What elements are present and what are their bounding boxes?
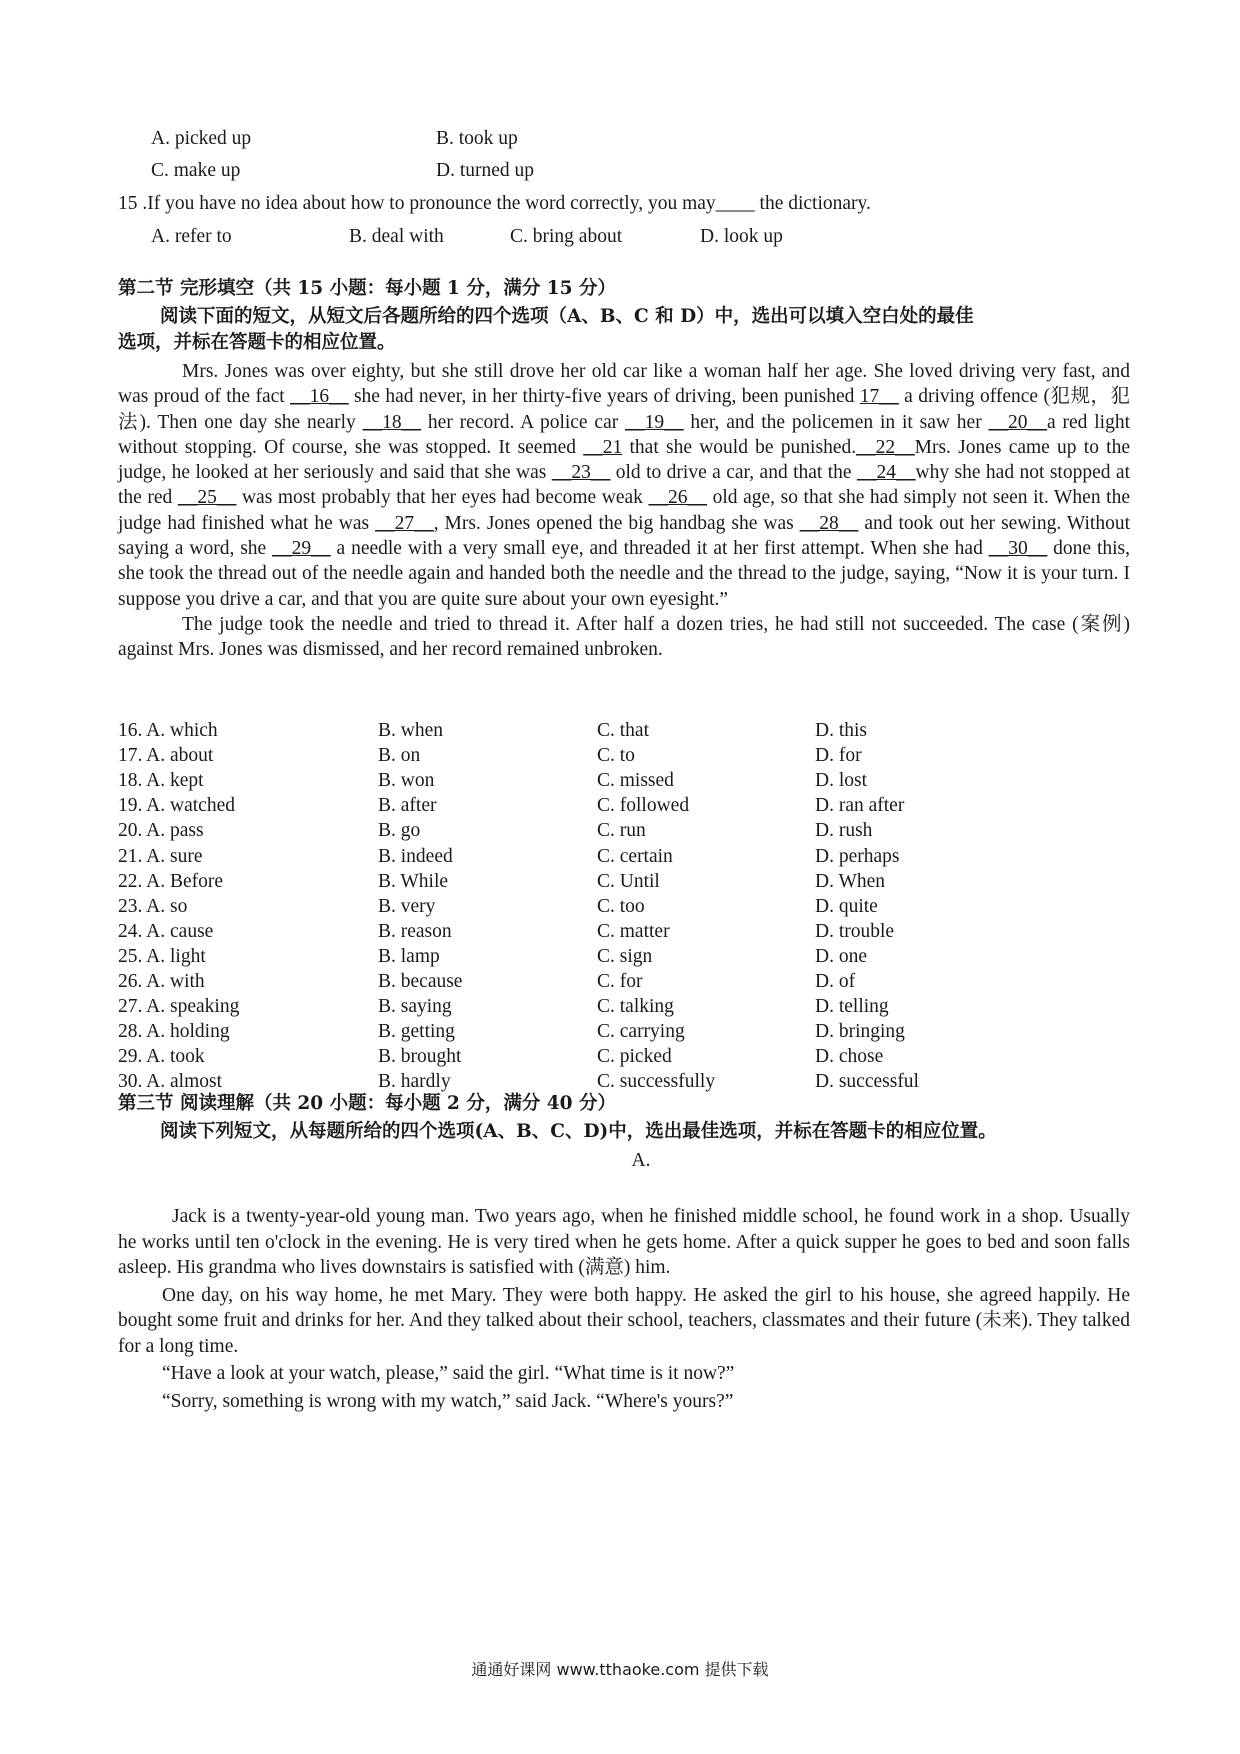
cloze-blank-21: __21 <box>583 436 623 458</box>
cloze-text: a driving offence (犯规，犯法). Then one day she nearly <box>118 386 1131 433</box>
cloze-option-d: D. perhaps <box>815 845 900 867</box>
reading-paragraph: “Sorry, something is wrong with my watch,” said Jack. “Where's yours?” <box>162 1390 734 1412</box>
cloze-blank-27: __27__ <box>375 512 434 534</box>
cloze-text: a red light without stopping. Of course, she was stopped. It seemed <box>118 411 1131 458</box>
q15-option-b: B. deal with <box>349 226 444 247</box>
cloze-text: why she had not stopped at the red <box>118 462 1130 509</box>
cloze-text: and took out her sewing. Without saying a word, she <box>118 512 1130 560</box>
q14-option-c: C. make up <box>151 160 241 181</box>
cloze-option-a: 18. A. kept <box>118 770 204 792</box>
cloze-option-d: D. bringing <box>815 1021 905 1043</box>
q15-option-c: C. bring about <box>510 226 623 247</box>
q14-option-d: D. turned up <box>436 160 535 181</box>
cloze-option-c: C. sign <box>597 945 653 967</box>
cloze-option-d: D. telling <box>815 996 889 1018</box>
cloze-option-row <box>118 793 1130 818</box>
cloze-option-row <box>118 1044 1130 1069</box>
cloze-option-b: B. after <box>378 795 437 817</box>
cloze-option-c: C. run <box>597 820 646 842</box>
reading-paragraph: Jack is a twenty-year-old young man. Two years ago, when he finished middle school, he found work in a shop. Usually he works until ten o'clock in the evening. He is very tired when he gets home. After a quick supper he goes to bed and soon falls asleep. His grandma who lives downstairs is satisfied with (满意) him. <box>118 1206 1130 1278</box>
cloze-text: she had never, in her thirty-five years of driving, been punished <box>348 386 860 408</box>
cloze-option-b: B. when <box>378 720 443 741</box>
cloze-blank-25: __25__ <box>177 487 237 509</box>
cloze-option-a: 24. A. cause <box>118 920 214 942</box>
cloze-option-c: C. Until <box>597 870 660 892</box>
q15-stem-after: the dictionary. <box>754 193 871 214</box>
cloze-option-row <box>118 944 1130 969</box>
cloze-option-row <box>118 844 1130 869</box>
reading-paragraph: One day, on his way home, he met Mary. They were both happy. He asked the girl to his house, she agreed happily. He bought some fruit and drinks for her. And they talked about their school, teachers, classmates and their future (未来). They talked for a long time. <box>118 1284 1130 1357</box>
cloze-option-row <box>118 743 1130 768</box>
cloze-text: that she would be punished. <box>622 436 857 458</box>
cloze-blank-16: __16__ <box>290 386 349 408</box>
cloze-text: old age, so that she had simply not seen it. When the judge had finished what he was <box>118 487 1130 534</box>
q15-option-a: A. refer to <box>151 226 232 247</box>
q14-option-b: B. took up <box>436 128 518 149</box>
cloze-option-b: B. very <box>378 895 436 917</box>
cloze-option-row <box>118 869 1130 894</box>
cloze-text: was most probably that her eyes had become weak <box>236 487 649 509</box>
cloze-option-c: C. that <box>597 720 649 741</box>
cloze-option-a: 22. A. Before <box>118 870 224 892</box>
cloze-option-b: B. getting <box>378 1021 455 1043</box>
cloze-blank-29: __29__ <box>272 538 331 560</box>
cloze-option-d: D. trouble <box>815 920 895 942</box>
cloze-option-row <box>118 1019 1130 1044</box>
cloze-option-c: C. matter <box>597 920 670 942</box>
reading-paragraph: “Have a look at your watch, please,” said the girl. “What time is it now?” <box>162 1363 735 1384</box>
cloze-blank-24: __24__ <box>857 462 916 484</box>
cloze-option-c: C. missed <box>597 770 674 792</box>
cloze-blank-22: __22__ <box>856 436 915 458</box>
cloze-blank-26: __26__ <box>648 487 708 509</box>
cloze-option-c: C. followed <box>597 795 690 817</box>
page-footer: 通通好课网 www.tthaoke.com 提供下载 <box>471 1660 769 1679</box>
cloze-option-row <box>118 818 1130 843</box>
cloze-option-d: D. chose <box>815 1046 884 1068</box>
cloze-option-a: 30. A. almost <box>118 1071 223 1093</box>
cloze-paragraph-1 <box>118 359 1130 612</box>
cloze-option-b: B. indeed <box>378 845 453 867</box>
cloze-option-d: D. ran after <box>815 795 905 817</box>
q15-stem-before: 15 .If you have no idea about how to pronounce the word correctly, you may <box>118 193 716 214</box>
cloze-blank-19: __19__ <box>625 411 684 433</box>
cloze-option-b: B. lamp <box>378 945 440 967</box>
cloze-text: Mrs. Jones came up to the judge, he looked at her seriously and said that she was <box>118 436 1130 484</box>
cloze-text: her record. A police car <box>421 411 626 433</box>
cloze-option-a: 25. A. light <box>118 945 206 967</box>
cloze-text: old to drive a car, and that the <box>610 462 858 484</box>
cloze-option-b: B. on <box>378 745 421 767</box>
cloze-option-row <box>118 994 1130 1019</box>
cloze-text: Mrs. Jones was over eighty, but she still drove her old car like a woman half her age. She loved driving very fast, and was proud of the fact <box>118 361 1130 408</box>
cloze-option-row <box>118 919 1130 944</box>
cloze-option-c: C. certain <box>597 845 673 867</box>
q15-blank: ____ <box>715 193 755 214</box>
cloze-text: done this, she took the thread out of the needle again and handed both the needle and the thread to the judge, saying, “Now it is your turn. I suppose you drive a car, and that you are quite sure about your own eyesight.” <box>118 538 1131 610</box>
cloze-blank-20: __20__ <box>988 411 1048 433</box>
cloze-option-a: 16. A. which <box>118 720 218 741</box>
cloze-blank-18: __18__ <box>362 411 422 433</box>
cloze-option-row <box>118 768 1130 793</box>
cloze-paragraph-2: The judge took the needle and tried to thread it. After half a dozen tries, he had still not succeeded. The case (案例) against Mrs. Jones was dismissed, and her record remained unbroken. <box>118 613 1130 661</box>
cloze-option-c: C. to <box>597 745 635 767</box>
cloze-option-c: C. picked <box>597 1046 672 1068</box>
cloze-option-c: C. talking <box>597 996 674 1018</box>
cloze-option-a: 27. A. speaking <box>118 996 240 1018</box>
cloze-passage <box>118 359 1130 663</box>
cloze-option-row <box>118 718 1130 743</box>
cloze-option-d: D. of <box>815 971 856 992</box>
cloze-option-a: 28. A. holding <box>118 1021 230 1043</box>
reading-passage-a <box>118 1204 1130 1414</box>
cloze-option-c: C. for <box>597 971 643 992</box>
cloze-text: , Mrs. Jones opened the big handbag she was <box>433 512 800 534</box>
cloze-option-b: B. go <box>378 820 421 842</box>
cloze-option-d: D. rush <box>815 820 873 842</box>
cloze-blank-17: 17__ <box>859 386 899 408</box>
cloze-option-a: 17. A. about <box>118 745 214 767</box>
q15-stem <box>118 191 871 216</box>
q14-option-a: A. picked up <box>151 128 252 149</box>
cloze-option-d: D. one <box>815 945 867 967</box>
cloze-option-d: D. quite <box>815 895 878 917</box>
cloze-option-d: D. this <box>815 720 868 741</box>
cloze-option-d: D. When <box>815 870 886 892</box>
cloze-blank-23: __23__ <box>551 462 611 484</box>
cloze-option-c: C. successfully <box>597 1071 716 1093</box>
cloze-option-a: 23. A. so <box>118 895 188 917</box>
cloze-option-a: 26. A. with <box>118 971 205 992</box>
section2-instruction-line2: 选项，并标在答题卡的相应位置。 <box>118 332 396 353</box>
section2-heading: 第二节 完形填空（共 15 小题：每小题 1 分，满分 15 分） <box>118 278 616 299</box>
cloze-option-a: 20. A. pass <box>118 820 204 842</box>
q15-option-d: D. look up <box>700 226 783 247</box>
cloze-option-d: D. lost <box>815 770 868 792</box>
cloze-option-b: B. because <box>378 971 463 992</box>
cloze-blank-30: __30__ <box>988 538 1048 560</box>
cloze-option-a: 21. A. sure <box>118 845 203 867</box>
section3-instruction: 阅读下列短文，从每题所给的四个选项(A、B、C、D)中，选出最佳选项，并标在答题卡的相应位置。 <box>160 1121 997 1142</box>
cloze-option-b: B. won <box>378 770 435 792</box>
cloze-option-d: D. successful <box>815 1071 919 1093</box>
cloze-option-c: C. carrying <box>597 1021 685 1043</box>
cloze-option-row <box>118 969 1130 994</box>
section3-heading: 第三节 阅读理解（共 20 小题：每小题 2 分，满分 40 分） <box>118 1093 616 1114</box>
cloze-option-a: 19. A. watched <box>118 795 235 817</box>
cloze-option-d: D. for <box>815 745 862 767</box>
cloze-text: her, and the policemen in it saw her <box>683 411 989 433</box>
cloze-option-b: B. While <box>378 870 449 892</box>
cloze-option-row <box>118 894 1130 919</box>
cloze-option-b: B. brought <box>378 1046 462 1068</box>
cloze-text: a needle with a very small eye, and threaded it at her first attempt. When she had <box>330 538 989 560</box>
passage-label: A. <box>631 1150 651 1171</box>
cloze-option-a: 29. A. took <box>118 1046 205 1068</box>
cloze-option-c: C. too <box>597 895 645 917</box>
section2-instruction-line1: 阅读下面的短文，从短文后各题所给的四个选项（A、B、C 和 D）中，选出可以填入空白处的最佳 <box>160 306 974 327</box>
cloze-option-b: B. saying <box>378 996 452 1018</box>
cloze-option-b: B. hardly <box>378 1071 451 1093</box>
cloze-option-b: B. reason <box>378 920 452 942</box>
cloze-blank-28: __28__ <box>799 512 859 534</box>
